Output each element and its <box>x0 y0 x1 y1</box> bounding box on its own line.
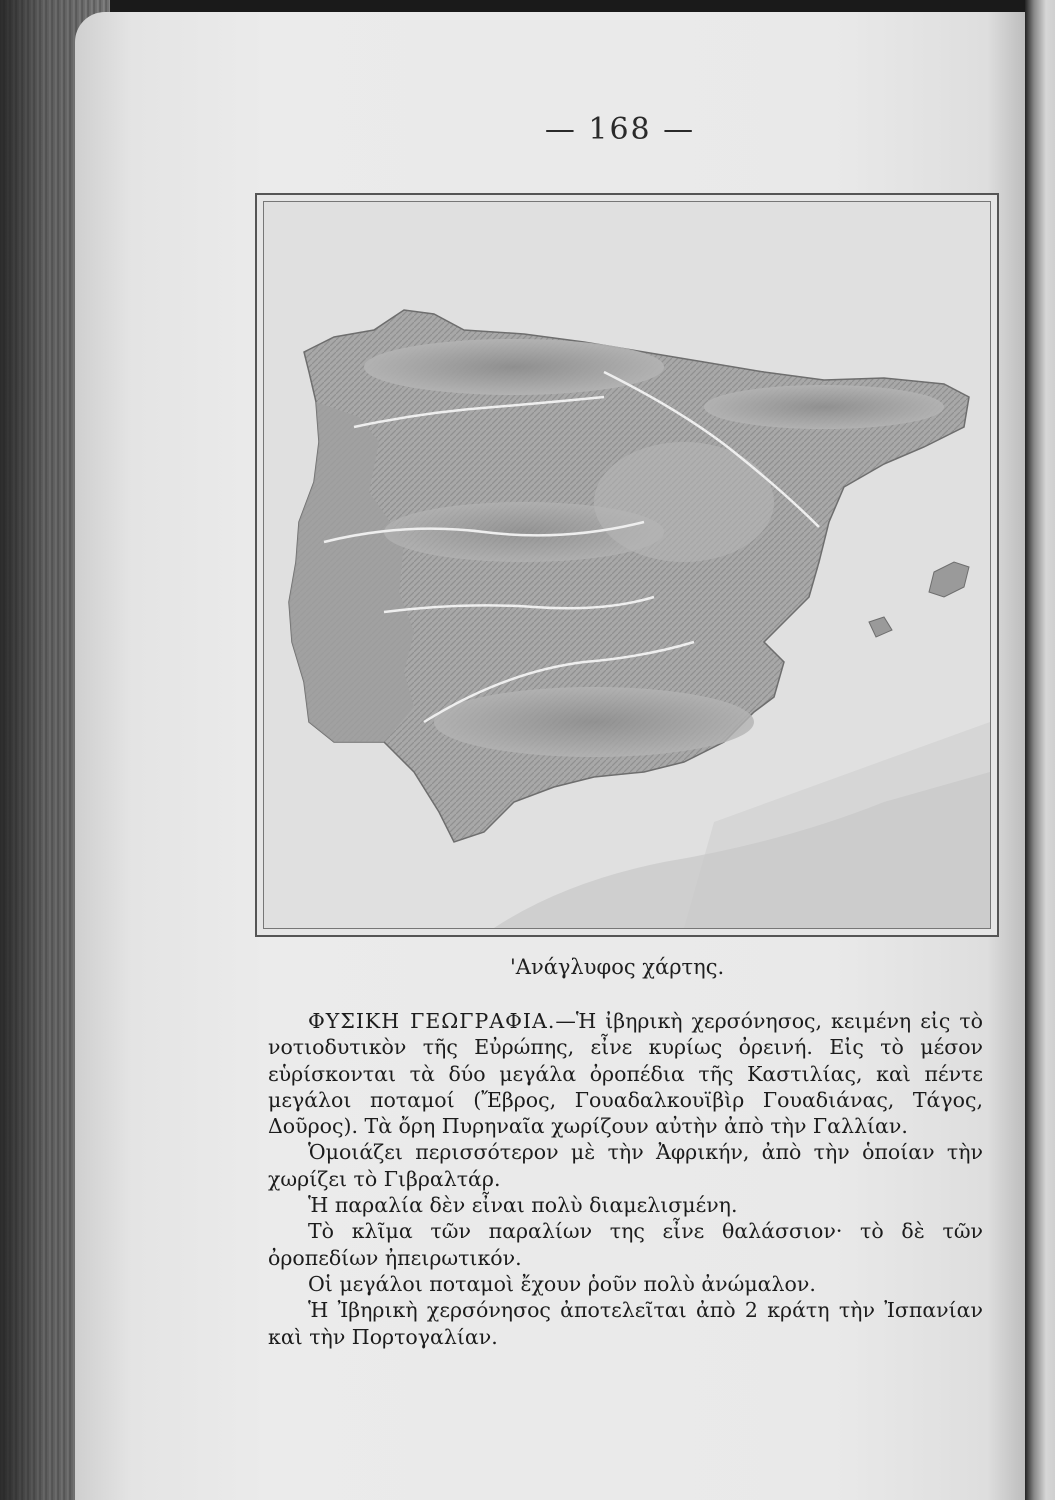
paragraph-6: Ἡ Ἰβηρικὴ χερσόνησος ἀποτελεῖται ἀπὸ 2 κράτη τὴν Ἰσπανίαν καὶ τὴν Πορτογαλίαν. <box>268 1298 983 1349</box>
relief-map <box>263 201 991 929</box>
iberia-relief-map <box>264 202 990 928</box>
paragraph-physical-geography <box>268 1008 983 1139</box>
paragraph-2: Ὁμοιάζει περισσότερον μὲ τὴν Ἀφρικήν, ἀπὸ τὴν ὁποίαν τὴν χωρίζει τὸ Γιβραλτάρ. <box>268 1140 983 1191</box>
paragraph-3: Ἡ παραλία δὲν εἶναι πολὺ διαμελισμένη. <box>308 1193 738 1218</box>
paragraph-1: —Ἡ ἰβηρικὴ χερσόνησος, κειμένη εἰς τὸ νοτιοδυτικὸν τῆς Εὐρώπης, εἶνε κυρίως ὀρεινή. Εἰς τὸ μέσον εὑρίσκονται τὰ δύο μεγάλα ὀροπέδια τῆς Καστιλίας, καὶ πέντε μεγάλοι ποταμοί (Ἔβρος, Γουαδαλκουϊβὶρ Γουαδιάνας, Τάγος, Δοῦρος). Τὰ ὄρη Πυρηναῖα χωρίζουν αὐτὴν ἀπὸ τὴν Γαλλίαν. <box>268 1009 984 1139</box>
body-text <box>268 1008 983 1350</box>
figure-caption: 'Ανάγλυφος χάρτης. <box>510 955 725 979</box>
figure-frame <box>255 193 999 937</box>
section-heading: ΦΥΣΙΚΗ ΓΕΩΓΡΑΦΙΑ. <box>308 1009 556 1033</box>
paragraph-4: Τὸ κλῖμα τῶν παραλίων της εἶνε θαλάσσιον· τὸ δὲ τῶν ὀροπεδίων ἠπειρωτικόν. <box>268 1219 983 1270</box>
facing-page-edge <box>1025 0 1055 1500</box>
page-number: — 168 — <box>544 112 696 147</box>
paragraph-5: Οἱ μεγάλοι ποταμοὶ ἔχουν ῥοῦν πολὺ ἀνώμαλον. <box>308 1271 816 1296</box>
